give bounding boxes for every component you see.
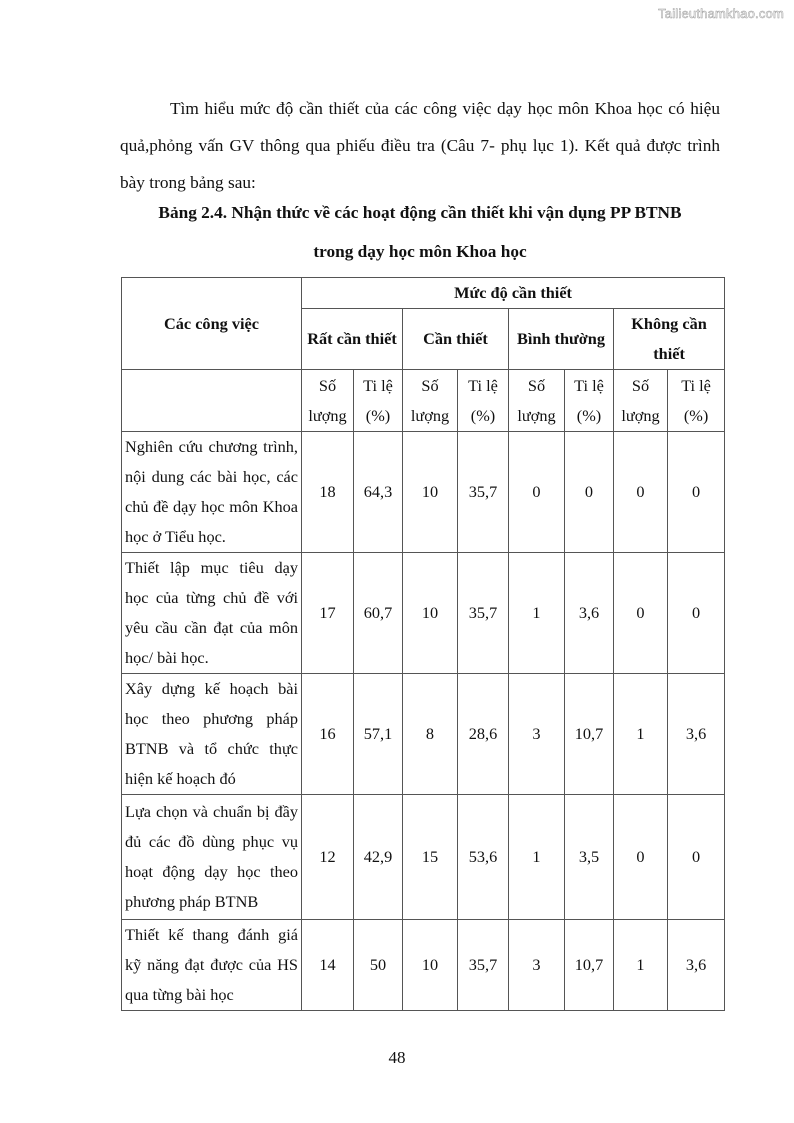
sub-header-rate: Ti lệ (%) (668, 370, 725, 432)
value-cell: 3 (509, 920, 565, 1011)
value-cell: 0 (614, 795, 668, 920)
value-cell: 57,1 (354, 674, 403, 795)
value-cell: 12 (302, 795, 354, 920)
value-cell: 10 (403, 920, 458, 1011)
level-header-very-necessary: Rất cần thiết (302, 309, 403, 370)
value-cell: 3 (509, 674, 565, 795)
value-cell: 1 (509, 553, 565, 674)
value-cell: 0 (565, 432, 614, 553)
level-header-normal: Bình thường (509, 309, 614, 370)
sub-header-rate: Ti lệ (%) (354, 370, 403, 432)
sub-header-count: Số lượng (302, 370, 354, 432)
sub-header-count: Số lượng (403, 370, 458, 432)
value-cell: 15 (403, 795, 458, 920)
task-cell: Nghiên cứu chương trình, nội dung các bài học, các chủ đề dạy học môn Khoa học ở Tiểu học. (122, 432, 302, 553)
value-cell: 16 (302, 674, 354, 795)
sub-header-count: Số lượng (509, 370, 565, 432)
value-cell: 1 (509, 795, 565, 920)
task-cell: Thiết kế thang đánh giá kỹ năng đạt được của HS qua từng bài học (122, 920, 302, 1011)
table-caption-line1: Bảng 2.4. Nhận thức về các hoạt động cần thiết khi vận dụng PP BTNB (158, 203, 682, 222)
value-cell: 8 (403, 674, 458, 795)
value-cell: 64,3 (354, 432, 403, 553)
value-cell: 3,5 (565, 795, 614, 920)
value-cell: 35,7 (458, 553, 509, 674)
sub-header-count: Số lượng (614, 370, 668, 432)
value-cell: 18 (302, 432, 354, 553)
watermark: Tailieuthamkhao.com (658, 6, 784, 21)
value-cell: 3,6 (668, 674, 725, 795)
table-row (122, 674, 725, 795)
value-cell: 10,7 (565, 920, 614, 1011)
value-cell: 3,6 (565, 553, 614, 674)
value-cell: 10,7 (565, 674, 614, 795)
value-cell: 1 (614, 674, 668, 795)
value-cell: 14 (302, 920, 354, 1011)
sub-header-rate: Ti lệ (%) (458, 370, 509, 432)
task-header: Các công việc (122, 278, 302, 370)
task-cell: Thiết lập mục tiêu dạy học của từng chủ đề với yêu cầu cần đạt của môn học/ bài học. (122, 553, 302, 674)
value-cell: 3,6 (668, 920, 725, 1011)
value-cell: 0 (668, 553, 725, 674)
value-cell: 17 (302, 553, 354, 674)
level-header-not-necessary: Không cần thiết (614, 309, 725, 370)
task-cell: Xây dựng kế hoạch bài học theo phương pháp BTNB và tổ chức thực hiện kế hoạch đó (122, 674, 302, 795)
level-header-necessary: Cần thiết (403, 309, 509, 370)
task-cell: Lựa chọn và chuẩn bị đầy đủ các đồ dùng phục vụ hoạt động dạy học theo phương pháp BTNB (122, 795, 302, 920)
value-cell: 10 (403, 553, 458, 674)
value-cell: 35,7 (458, 432, 509, 553)
table-row (122, 432, 725, 553)
needs-table (121, 277, 725, 1011)
value-cell: 0 (668, 795, 725, 920)
value-cell: 28,6 (458, 674, 509, 795)
table-row (122, 553, 725, 674)
intro-paragraph (120, 90, 720, 201)
value-cell: 0 (614, 432, 668, 553)
value-cell: 0 (668, 432, 725, 553)
value-cell: 0 (614, 553, 668, 674)
value-cell: 60,7 (354, 553, 403, 674)
value-cell: 35,7 (458, 920, 509, 1011)
table-row (122, 920, 725, 1011)
page-number: 48 (388, 1048, 406, 1067)
value-cell: 1 (614, 920, 668, 1011)
intro-text: Tìm hiểu mức độ cần thiết của các công việc dạy học môn Khoa học có hiệu quả,phỏng vấn GV thông qua phiếu điều tra (Câu 7- phụ lục 1). Kết quả được trình bày trong bảng sau: (120, 99, 720, 192)
task-header-spacer (122, 370, 302, 432)
value-cell: 10 (403, 432, 458, 553)
sub-header-rate: Ti lệ (%) (565, 370, 614, 432)
value-cell: 0 (509, 432, 565, 553)
table-row (122, 795, 725, 920)
table-caption-line2: trong dạy học môn Khoa học (313, 242, 527, 261)
value-cell: 53,6 (458, 795, 509, 920)
group-header: Mức độ cần thiết (302, 278, 725, 309)
value-cell: 50 (354, 920, 403, 1011)
value-cell: 42,9 (354, 795, 403, 920)
